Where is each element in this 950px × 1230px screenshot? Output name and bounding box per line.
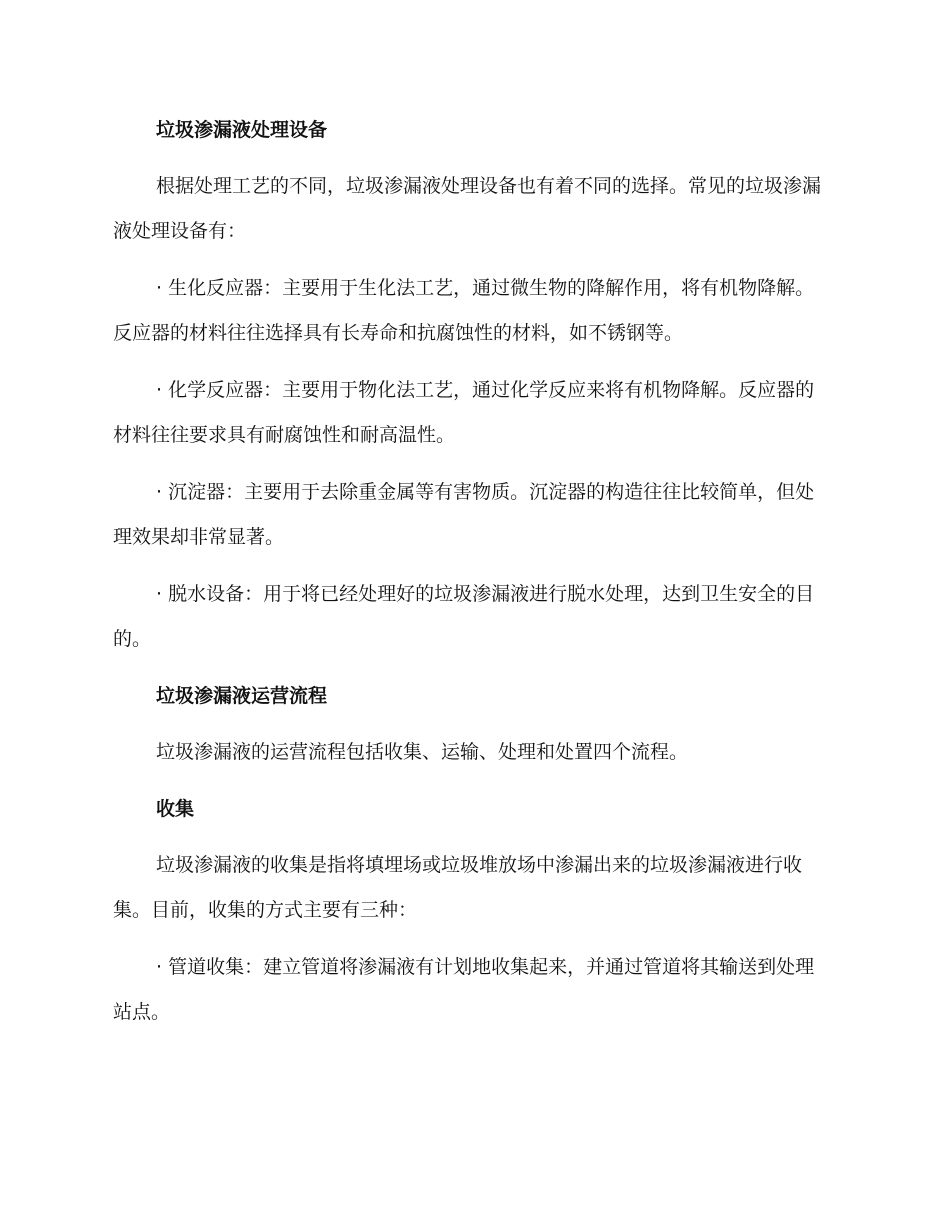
section-heading-operation-process: 垃圾渗漏液运营流程	[156, 685, 328, 707]
list-item-sedimentation-tank: · 沉淀器：主要用于去除重金属等有害物质。沉淀器的构造往往比较简单，但处理效果却非常显著。	[113, 481, 815, 548]
list-item-chemical-reactor: · 化学反应器：主要用于物化法工艺，通过化学反应来将有机物降解。反应器的材料往往要求具有耐腐蚀性和耐高温性。	[113, 379, 815, 446]
list-item-biochemical-reactor: · 生化反应器：主要用于生化法工艺，通过微生物的降解作用，将有机物降解。反应器的材料往往选择具有长寿命和抗腐蚀性的材料，如不锈钢等。	[113, 277, 815, 344]
document-body	[113, 108, 833, 1047]
paragraph-collection-intro: 垃圾渗漏液的收集是指将填埋场或垃圾堆放场中渗漏出来的垃圾渗漏液进行收集。目前，收集的方式主要有三种：	[113, 854, 803, 921]
list-item-dewatering-equipment: · 脱水设备：用于将已经处理好的垃圾渗漏液进行脱水处理，达到卫生安全的目的。	[113, 583, 815, 650]
paragraph-operation-intro: 垃圾渗漏液的运营流程包括收集、运输、处理和处置四个流程。	[156, 741, 689, 763]
paragraph-equipment-intro: 根据处理工艺的不同，垃圾渗漏液处理设备也有着不同的选择。常见的垃圾渗漏液处理设备有：	[113, 175, 822, 242]
section-heading-collection: 收集	[156, 798, 195, 820]
section-heading-treatment-equipment: 垃圾渗漏液处理设备	[156, 119, 328, 141]
list-item-pipeline-collection: · 管道收集：建立管道将渗漏液有计划地收集起来，并通过管道将其输送到处理站点。	[113, 956, 815, 1023]
